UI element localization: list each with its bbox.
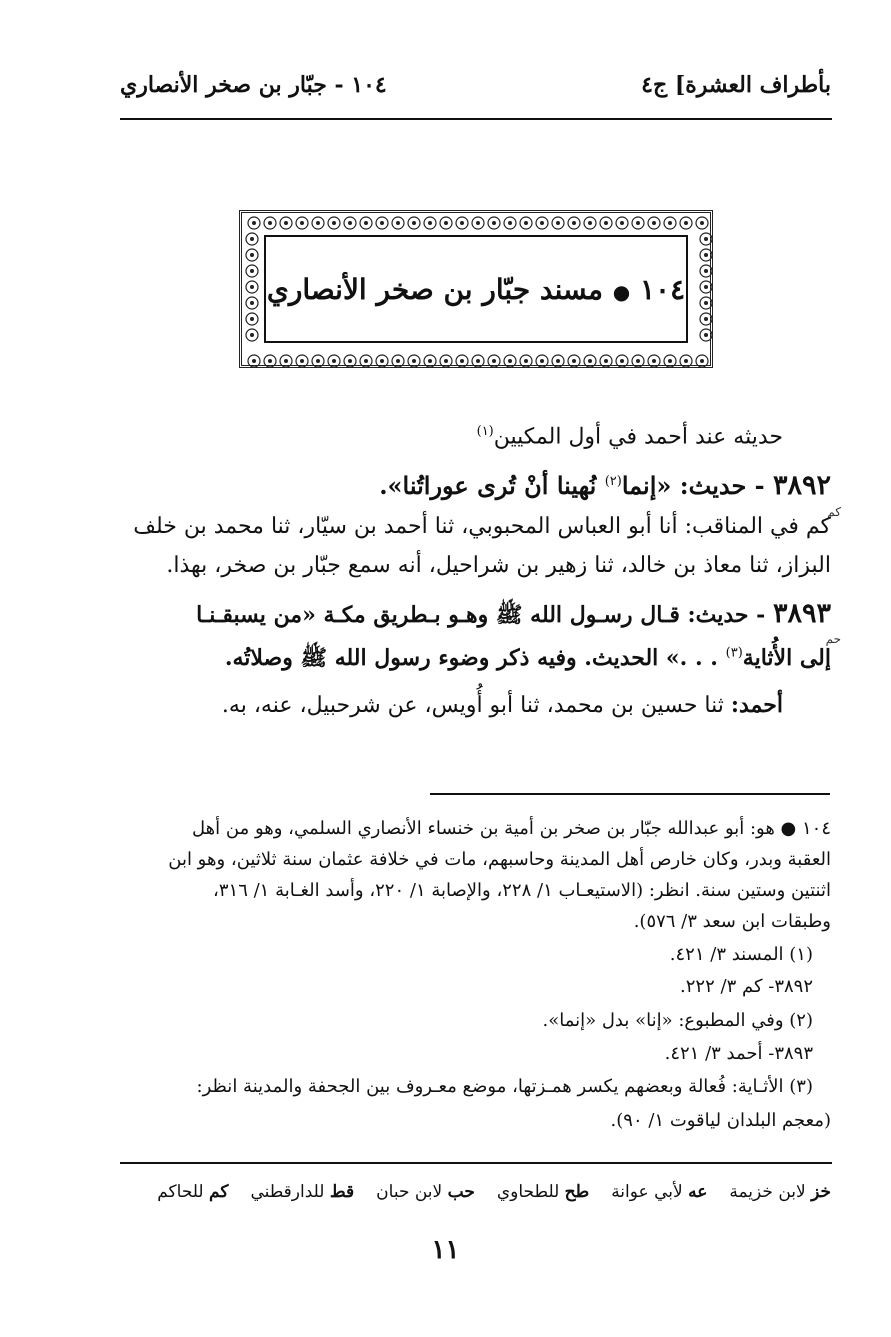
title-box	[264, 235, 688, 343]
footnote-line: (٣) الأثـاية: فُعالة وبعضهم يكسر همـزتها، موضع معـروف بين الجحفة والمدينة انظر:	[196, 1076, 813, 1097]
footnote-line: (معجم البلدان لياقوت ١/ ٩٠).	[610, 1110, 831, 1131]
legend-item: حب لابن حبان	[376, 1182, 475, 1202]
legend-item: طح للطحاوي	[496, 1182, 590, 1202]
margin-siglum: كم	[827, 505, 841, 519]
footnote-line: وطبقات ابن سعد ٣/ ٥٧٦).	[633, 911, 831, 932]
margin-siglum: حم	[825, 632, 841, 646]
header-rule	[120, 118, 832, 120]
hadith-3892-isnad-1: كم في المناقب: أنا أبو العباس المحبوبي، ثنا أحمد بن سيّار، ثنا محمد بن خلف	[133, 514, 831, 539]
hadith-number: ٣٨٩٢	[772, 470, 831, 501]
legend-item: عه لأبي عوانة	[611, 1182, 708, 1202]
musnad-title	[267, 273, 685, 306]
hadith-3892-heading: ٣٨٩٢ - حديث: «إنما$^{(٢)}$ نُهينا أنْ تُرى عوراتُنا».	[379, 470, 831, 501]
footnote-ref: (٢)	[604, 474, 622, 489]
footnote-ref: (١)	[476, 424, 494, 439]
hadith-3893-heading-1: ٣٨٩٣ - حديث: قـال رسـول الله ﷺ وهـو بـطريق مكـة «من يسبقـنـا	[196, 598, 831, 629]
footnote-rule	[430, 793, 830, 795]
footnote-ref: (٣)	[725, 645, 743, 661]
hadith-number: ٣٨٩٣	[772, 598, 831, 629]
page-number: ١١	[431, 1235, 460, 1265]
sigla-legend	[157, 1182, 831, 1202]
legend-item: كم للحاكم	[157, 1182, 229, 1202]
musnad-number: ١٠٤	[639, 272, 686, 306]
bullet-icon: ●	[612, 279, 631, 304]
footnote-line: العقبة وبدر، وكان خارص أهل المدينة وحاسبهم، مات في خلافة عثمان سنة ثلاثين، وهو ابن	[168, 849, 831, 870]
intro-line: حديثه عند أحمد في أول المكيين$^{(١)}$	[476, 424, 783, 450]
legend-item: خز لابن خزيمة	[729, 1182, 831, 1202]
footnote-line: ٣٨٩٢- كم ٣/ ٢٢٢.	[680, 976, 813, 997]
footnote-line: ١٠٤ ● هو: أبو عبدالله جبّار بن صخر بن أمية بن خنساء الأنصاري السلمي، وهو من أهل	[192, 818, 831, 839]
running-header-chapter: ١٠٤ - جبّار بن صخر الأنصاري	[120, 72, 387, 98]
footnote-line: ٣٨٩٣- أحمد ٣/ ٤٢١.	[664, 1043, 813, 1064]
title-frame	[239, 210, 713, 368]
hadith-3893-isnad: أحمد: ثنا حسين بن محمد، ثنا أبو أُويس، عن شرحبيل، عنه، به.	[221, 692, 783, 718]
running-header-book: بأطراف العشرة] ج٤	[641, 72, 831, 98]
hadith-3893-heading-2: إلى الأُثاية$^{(٣)}$ . . .» الحديث. وفيه ذكر وضوء رسول الله ﷺ وصلاتُه.	[224, 645, 831, 671]
legend-rule	[120, 1162, 832, 1164]
footnote-line: اثنتين وستين سنة. انظر: (الاستيعـاب ١/ ٢٢٨، والإصابة ١/ ٢٢٠، وأسد الغـابة ١/ ٣١٦،	[213, 880, 831, 901]
footnote-line: (٢) وفي المطبوع: «إنا» بدل «إنما».	[542, 1010, 813, 1031]
hadith-3892-isnad-2: البزاز، ثنا معاذ بن خالد، ثنا زهير بن شراحيل، أنه سمع جبّار بن صخر، بهذا.	[166, 553, 831, 578]
footnote-line: (١) المسند ٣/ ٤٢١.	[669, 944, 813, 965]
musnad-title-text: مسند جبّار بن صخر الأنصاري	[266, 272, 604, 306]
legend-item: قط للدارقطني	[250, 1182, 355, 1202]
